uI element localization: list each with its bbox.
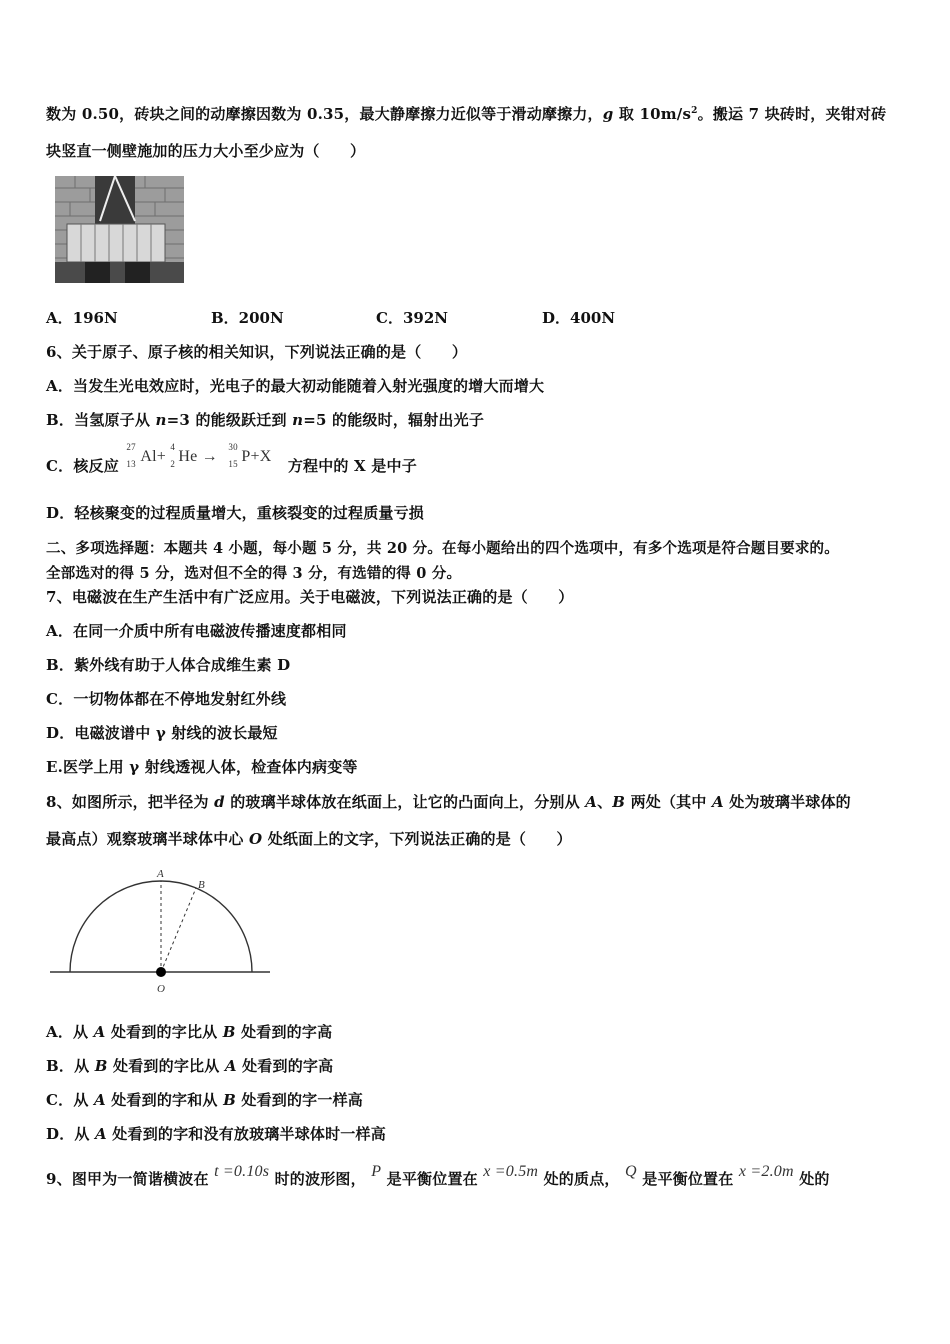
q6-n: n	[155, 411, 167, 429]
q8-c-text: C．从	[46, 1091, 94, 1109]
q5-option-a[interactable]: A．196N	[46, 309, 118, 327]
q8-A: A	[93, 1091, 106, 1109]
q9-text: 是平衡位置在	[642, 1170, 734, 1188]
center-point-o	[156, 967, 166, 977]
q8-A: A	[95, 1125, 107, 1143]
p-symbol: P+X	[241, 448, 272, 465]
q8-B: B	[222, 1023, 236, 1041]
q9-x1-value: x =0.5m	[483, 1163, 539, 1180]
q6-b-text: =5 的能级时，辐射出光子	[303, 411, 485, 429]
q6-b-text: B．当氢原子从	[46, 411, 156, 429]
q6-option-c[interactable]	[46, 442, 417, 476]
q8-a-text: 处看到的字比从	[105, 1023, 223, 1041]
q9-time-value: t =0.10s	[214, 1163, 270, 1180]
he-atomic-number: 2	[170, 459, 176, 469]
q5-superscript: 2	[691, 106, 698, 116]
q8-c-text: 处看到的字一样高	[235, 1091, 363, 1109]
p-atomic-number: 15	[228, 459, 238, 469]
q8-B: B	[223, 1091, 236, 1109]
q8-A: A	[585, 793, 598, 811]
p-mass-number: 30	[228, 442, 238, 452]
al-atomic-number: 13	[126, 459, 136, 469]
q5-text: 。搬运 7 块砖时，夹钳对砖	[697, 105, 887, 123]
al-symbol: Al+	[140, 448, 167, 465]
q8-d-text: D．从	[46, 1125, 96, 1143]
q6-option-d[interactable]: D．轻核聚变的过程质量增大，重核裂变的过程质量亏损	[46, 504, 425, 522]
label-b: B	[198, 879, 205, 891]
q7-option-b[interactable]: B．紫外线有助于人体合成维生素 D	[46, 656, 291, 674]
q8-option-d[interactable]	[46, 1123, 386, 1144]
q5-option-c[interactable]: C．392N	[376, 309, 448, 327]
q6-n: n	[292, 411, 304, 429]
q7-stem: 7、电磁波在生产生活中有广泛应用。关于电磁波，下列说法正确的是（ ）	[46, 588, 574, 606]
q8-text: 处纸面上的文字，下列说法正确的是（ ）	[262, 830, 572, 848]
nuclear-reaction-equation	[124, 442, 282, 476]
q8-option-b[interactable]	[46, 1055, 333, 1076]
q9-text: 是平衡位置在	[386, 1170, 478, 1188]
q9-text: 9、图甲为一简谐横波在	[46, 1170, 209, 1188]
hemisphere-diagram	[48, 862, 278, 1001]
q8-B: B	[612, 793, 626, 811]
q8-d: d	[214, 793, 225, 811]
q8-text: 8、如图所示，把半径为	[46, 793, 215, 811]
q9-text: 处的质点，	[543, 1170, 620, 1188]
q9-text: 处的	[799, 1170, 830, 1188]
q8-d-text: 处看到的字和没有放玻璃半球体时一样高	[106, 1125, 386, 1143]
q7-option-a[interactable]: A．在同一介质中所有电磁波传播速度都相同	[46, 622, 347, 640]
q8-text: 最高点）观察玻璃半球体中心	[46, 830, 250, 848]
q6-c-text: C．核反应	[46, 457, 119, 475]
label-a: A	[157, 868, 164, 880]
q9-text: 时的波形图，	[274, 1170, 366, 1188]
q5-text: 数为 0.50，砖块之间的动摩擦因数为 0.35，最大静摩擦力近似等于滑动摩擦力，	[46, 105, 603, 123]
q9-stem	[46, 1163, 830, 1189]
q8-A: A	[93, 1023, 106, 1041]
bricks-clamp-photo	[55, 176, 184, 283]
q5-option-d[interactable]: D．400N	[542, 309, 616, 327]
he-symbol: He →	[178, 448, 218, 465]
q6-option-a[interactable]: A．当发生光电效应时，光电子的最大初动能随着入射光强度的增大而增大	[46, 377, 545, 395]
q8-a-text: A．从	[46, 1023, 94, 1041]
he-mass-number: 4	[170, 442, 176, 452]
section2-heading-line-2: 全部选对的得 5 分，选对但不全的得 3 分，有选错的得 0 分。	[46, 565, 462, 582]
q8-c-text: 处看到的字和从	[105, 1091, 224, 1109]
q8-text: 、	[597, 793, 613, 811]
q8-b-text: B．从	[46, 1057, 95, 1075]
q6-option-b[interactable]	[46, 409, 484, 430]
section2-heading-line-1: 二、多项选择题：本题共 4 小题，每小题 5 分，共 20 分。在每小题给出的四个选项中，有多个选项是符合题目要求的。	[46, 540, 839, 557]
q8-text: 的玻璃半球体放在纸面上，让它的凸面向上，分别从	[224, 793, 586, 811]
q8-b-text: 处看到的字比从	[107, 1057, 225, 1075]
q8-a-text: 处看到的字高	[235, 1023, 333, 1041]
q7-option-e[interactable]: E.医学上用 γ 射线透视人体，检查体内病变等	[46, 758, 358, 776]
label-o: O	[157, 983, 165, 995]
q8-O: O	[249, 830, 263, 848]
q7-option-d[interactable]: D．电磁波谱中 γ 射线的波长最短	[46, 724, 278, 742]
q8-line-2	[46, 828, 572, 849]
q5-g: g	[602, 105, 614, 123]
q9-x2-value: x =2.0m	[738, 1163, 794, 1180]
al-mass-number: 27	[126, 442, 136, 452]
q7-option-c[interactable]: C．一切物体都在不停地发射红外线	[46, 690, 287, 708]
q8-A: A	[224, 1057, 237, 1075]
q8-line-1	[46, 791, 851, 812]
q5-text: 取 10m/s	[613, 105, 692, 123]
q8-A: A	[712, 793, 724, 811]
q9-point-q: Q	[625, 1163, 637, 1180]
q9-point-p: P	[371, 1163, 382, 1180]
q5-line-1	[46, 103, 886, 124]
q8-b-text: 处看到的字高	[236, 1057, 334, 1075]
q6-stem: 6、关于原子、原子核的相关知识，下列说法正确的是（ ）	[46, 343, 468, 361]
q8-B: B	[94, 1057, 108, 1075]
q8-text: 两处（其中	[625, 793, 713, 811]
q8-text: 处为玻璃半球体的	[723, 793, 851, 811]
line-o-b	[161, 888, 196, 972]
q5-option-b[interactable]: B．200N	[211, 309, 284, 327]
q8-option-a[interactable]	[46, 1021, 332, 1042]
q8-option-c[interactable]	[46, 1089, 363, 1110]
q6-b-text: =3 的能级跃迁到	[166, 411, 293, 429]
q6-c-text: 方程中的 X 是中子	[287, 457, 417, 475]
q5-line-2: 块竖直一侧壁施加的压力大小至少应为（ ）	[46, 142, 366, 160]
